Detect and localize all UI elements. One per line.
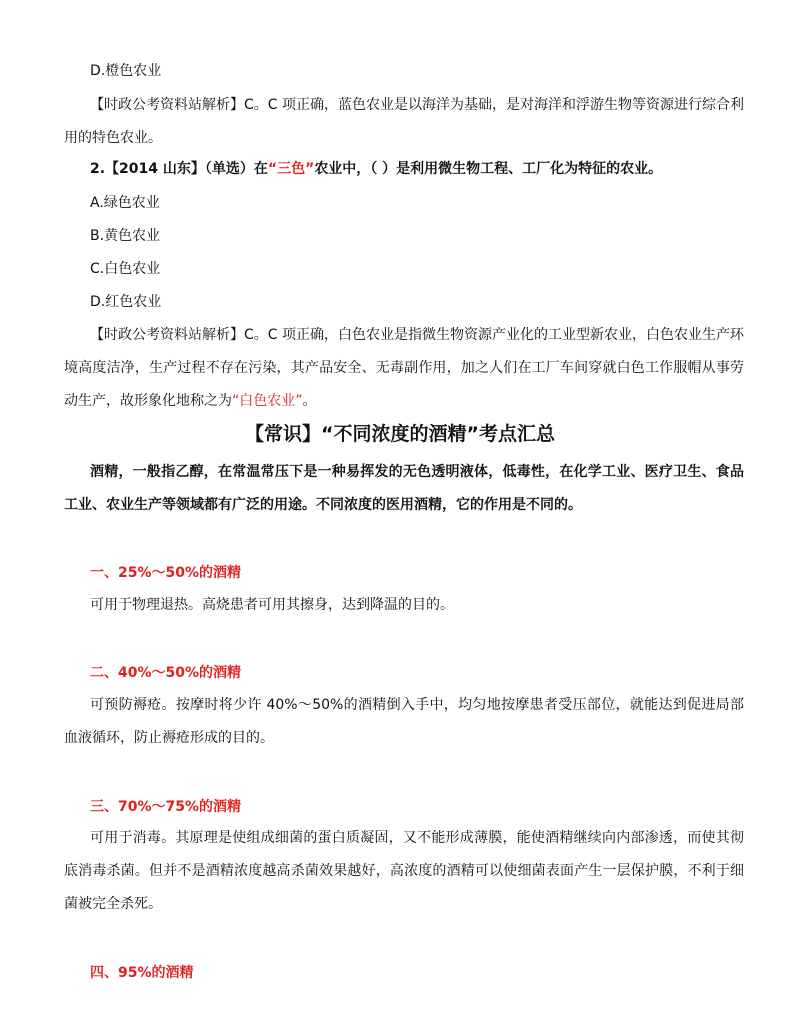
q2-option-d: D.红色农业 (90, 294, 162, 310)
section-title: 【常识】“不同浓度的酒精”考点汇总 (245, 423, 555, 445)
q2-stem-suffix: 农业中，（ ）是利用微生物工程、工厂化为特征的农业。 (314, 161, 663, 177)
q1-option-d: D.橙色农业 (90, 63, 162, 79)
item-1-heading: 一、25%～50%的酒精 (90, 565, 242, 581)
q1-analysis: 【时政公考资料站解析】C。C 项正确，蓝色农业是以海洋为基础，是对海洋和浮游生物等资源进行综合利用的特色农业。 (64, 97, 744, 146)
section-intro: 酒精，一般指乙醇，在常温常压下是一种易挥发的无色透明液体，低毒性，在化学工业、医疗卫生、食品工业、农业生产等领域都有广泛的用途。不同浓度的医用酒精，它的作用是不同的。 (64, 464, 744, 513)
q2-option-b: B.黄色农业 (90, 228, 161, 244)
q2-analysis-main: 【时政公考资料站解析】C。C 项正确，白色农业是指微生物资源产业化的工业型新农业，白色农业生产环境高度洁净，生产过程不存在污染，其产品安全、无毒副作用，加之人们在工厂车间穿就白色工作服帽从事劳动生产，故形象化地称之为 (64, 327, 744, 409)
item-1-body: 可用于物理退热。高烧患者可用其擦身，达到降温的目的。 (90, 597, 454, 613)
q2-analysis (64, 319, 744, 418)
q2-analysis-end: 。 (302, 393, 317, 409)
q2-stem (90, 158, 662, 180)
q2-stem-highlight: “三色” (267, 161, 315, 177)
item-2-body: 可预防褥疮。按摩时将少许 40%～50%的酒精倒入手中，均匀地按摩患者受压部位，就能达到促进局部血液循环，防止褥疮形成的目的。 (64, 697, 744, 746)
item-3-body: 可用于消毒。其原理是使组成细菌的蛋白质凝固，又不能形成薄膜，能使酒精继续向内部渗透，而使其彻底消毒杀菌。但并不是酒精浓度越高杀菌效果越好，高浓度的酒精可以使细菌表面产生一层保护膜，不利于细菌被完全杀死。 (64, 830, 744, 912)
q2-option-c: C.白色农业 (90, 261, 161, 277)
q2-analysis-highlight: “白色农业” (232, 393, 303, 409)
q2-stem-prefix: 2.【2014 山东】（单选）在 (90, 161, 268, 177)
item-2-heading: 二、40%～50%的酒精 (90, 665, 242, 681)
item-3-heading: 三、70%～75%的酒精 (90, 799, 242, 815)
q2-option-a: A.绿色农业 (90, 195, 160, 211)
item-4-heading: 四、95%的酒精 (90, 965, 194, 981)
